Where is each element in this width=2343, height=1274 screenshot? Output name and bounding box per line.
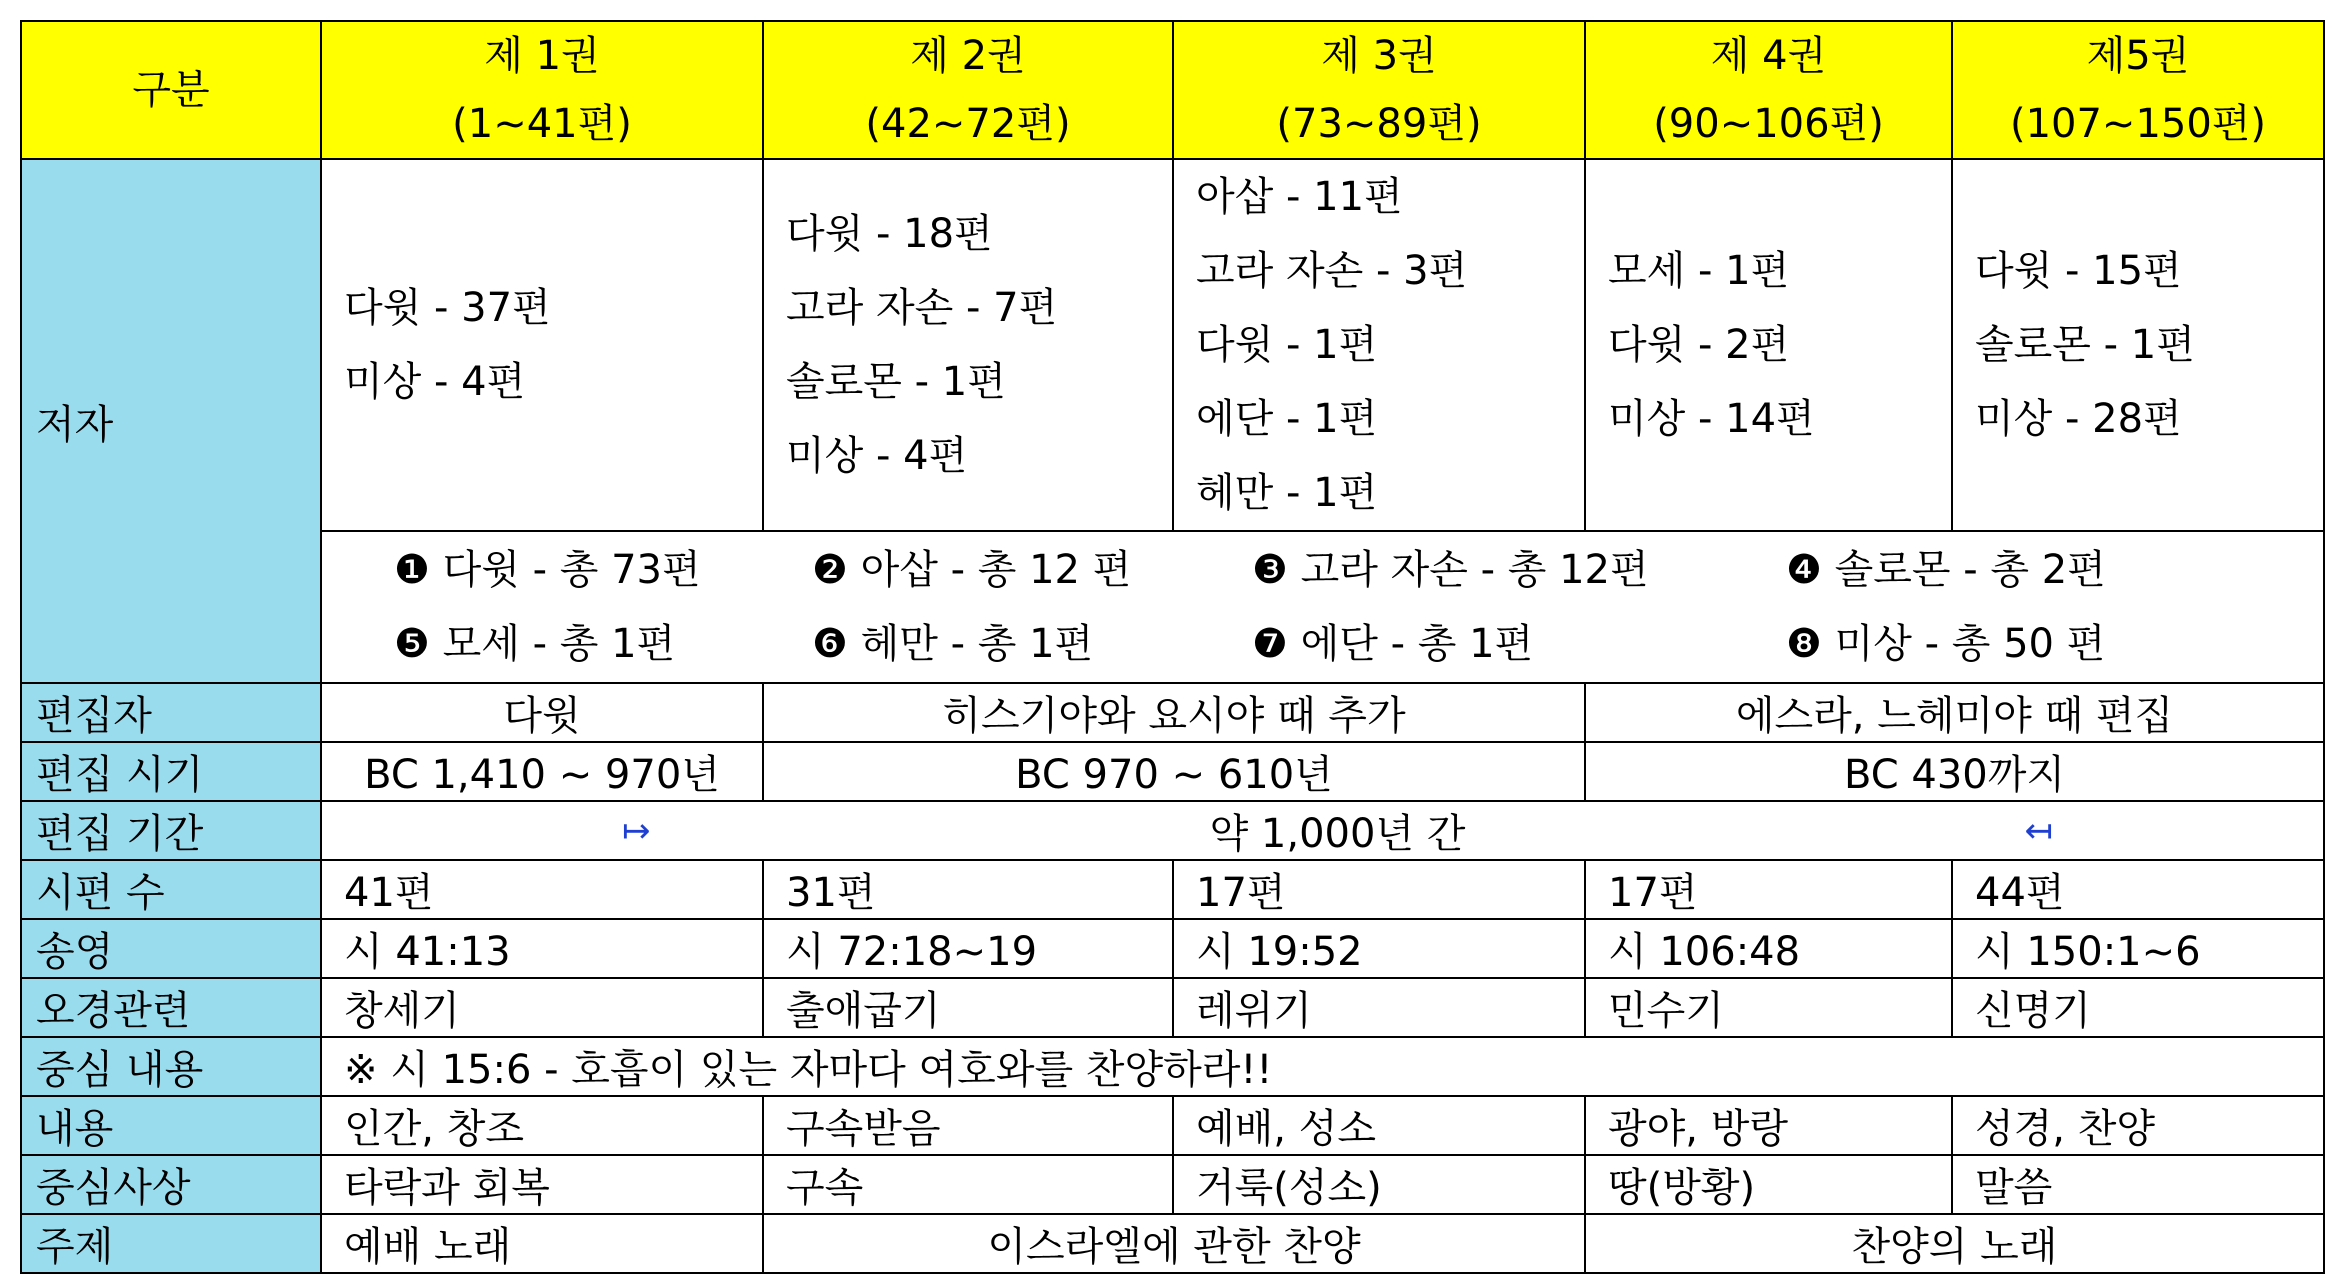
- psalm-count-row: [21, 860, 2324, 919]
- header-label: 구분: [21, 21, 321, 159]
- central-idea-book-1: 타락과 회복: [321, 1155, 763, 1214]
- book-1-header: 제 1권 (1~41편): [321, 21, 763, 159]
- author-entry: 미상 - 14편: [1608, 396, 1815, 442]
- edit-period-text: 약 1,000년 간: [1209, 811, 1466, 857]
- content-book-2: 구속받음: [763, 1096, 1173, 1155]
- edit-time-book-1: BC 1,410 ~ 970년: [321, 742, 763, 801]
- content-book-1: 인간, 창조: [321, 1096, 763, 1155]
- psalm-count-book-5: 44편: [1952, 860, 2324, 919]
- central-idea-label: 중심사상: [21, 1155, 321, 1214]
- authors-row: [21, 159, 2324, 531]
- central-idea-book-4: 땅(방황): [1585, 1155, 1952, 1214]
- theme-label: 주제: [21, 1214, 321, 1273]
- book-5-authors: [1952, 159, 2324, 531]
- editor-book-1: 다윗: [321, 683, 763, 742]
- content-book-4: 광야, 방랑: [1585, 1096, 1952, 1155]
- edit-time-row: [21, 742, 2324, 801]
- author-totals: [321, 531, 2324, 683]
- total-heman: ❻ 헤만 - 총 1편: [812, 621, 1094, 667]
- authors-label: 저자: [21, 159, 321, 683]
- psalm-count-book-1: 41편: [321, 860, 763, 919]
- author-entry: 다윗 - 18편: [786, 211, 993, 257]
- editor-books-4-5: 에스라, 느헤미야 때 편집: [1585, 683, 2324, 742]
- content-row: [21, 1096, 2324, 1155]
- author-totals-row: [21, 531, 2324, 683]
- edit-time-label: 편집 시기: [21, 742, 321, 801]
- edit-period-label: 편집 기간: [21, 801, 321, 860]
- author-entry: 고라 자손 - 3편: [1196, 248, 1468, 294]
- content-label: 내용: [21, 1096, 321, 1155]
- total-moses: ❺ 모세 - 총 1편: [394, 621, 676, 667]
- total-solomon: ❹ 솔로몬 - 총 2편: [1786, 547, 2106, 593]
- book-3-header: 제 3권 (73~89편): [1173, 21, 1585, 159]
- psalm-count-book-4: 17편: [1585, 860, 1952, 919]
- doxology-book-5: 시 150:1~6: [1952, 919, 2324, 978]
- theme-book-1: 예배 노래: [321, 1214, 763, 1273]
- author-entry: 고라 자손 - 7편: [786, 285, 1058, 331]
- arrow-right-icon: ↦: [622, 810, 651, 851]
- editor-label: 편집자: [21, 683, 321, 742]
- author-entry: 다윗 - 1편: [1196, 322, 1378, 368]
- edit-time-books-2-3: BC 970 ~ 610년: [763, 742, 1585, 801]
- psalm-count-book-2: 31편: [763, 860, 1173, 919]
- theme-books-4-5: 찬양의 노래: [1585, 1214, 2324, 1273]
- author-entry: 헤만 - 1편: [1196, 470, 1378, 516]
- total-ethan: ❼ 에단 - 총 1편: [1252, 621, 1534, 667]
- total-david: ❶ 다윗 - 총 73편: [394, 547, 701, 593]
- doxology-book-2: 시 72:18~19: [763, 919, 1173, 978]
- author-entry: 솔로몬 - 1편: [786, 359, 1006, 405]
- edit-period-value: [321, 801, 2324, 860]
- book-1-authors: [321, 159, 763, 531]
- pentateuch-book-2: 출애굽기: [763, 978, 1173, 1037]
- author-entry: 솔로몬 - 1편: [1975, 322, 2195, 368]
- central-idea-book-3: 거룩(성소): [1173, 1155, 1585, 1214]
- author-entry: 모세 - 1편: [1608, 248, 1790, 294]
- book-5-header: 제5권 (107~150편): [1952, 21, 2324, 159]
- editor-row: [21, 683, 2324, 742]
- pentateuch-book-5: 신명기: [1952, 978, 2324, 1037]
- pentateuch-book-1: 창세기: [321, 978, 763, 1037]
- psalms-overview-table: [20, 20, 2325, 1274]
- book-2-header: 제 2권 (42~72편): [763, 21, 1173, 159]
- content-book-5: 성경, 찬양: [1952, 1096, 2324, 1155]
- psalm-count-book-3: 17편: [1173, 860, 1585, 919]
- central-idea-row: [21, 1155, 2324, 1214]
- edit-time-books-4-5: BC 430까지: [1585, 742, 2324, 801]
- total-korah: ❸ 고라 자손 - 총 12편: [1252, 547, 1649, 593]
- doxology-book-4: 시 106:48: [1585, 919, 1952, 978]
- central-content-label: 중심 내용: [21, 1037, 321, 1096]
- theme-books-2-3: 이스라엘에 관한 찬양: [763, 1214, 1585, 1273]
- central-idea-book-2: 구속: [763, 1155, 1173, 1214]
- central-content-row: [21, 1037, 2324, 1096]
- pentateuch-row: [21, 978, 2324, 1037]
- author-entry: 미상 - 28편: [1975, 396, 2182, 442]
- total-asaph: ❷ 아삽 - 총 12 편: [812, 547, 1132, 593]
- book-3-authors: [1173, 159, 1585, 531]
- arrow-left-icon: ↤: [2024, 810, 2053, 851]
- doxology-label: 송영: [21, 919, 321, 978]
- total-unknown: ❽ 미상 - 총 50 편: [1786, 621, 2106, 667]
- edit-period-row: [21, 801, 2324, 860]
- psalm-count-label: 시편 수: [21, 860, 321, 919]
- doxology-row: [21, 919, 2324, 978]
- content-book-3: 예배, 성소: [1173, 1096, 1585, 1155]
- editor-books-2-3: 히스기야와 요시야 때 추가: [763, 683, 1585, 742]
- doxology-book-3: 시 19:52: [1173, 919, 1585, 978]
- theme-row: [21, 1214, 2324, 1273]
- book-4-authors: [1585, 159, 1952, 531]
- author-entry: 다윗 - 2편: [1608, 322, 1790, 368]
- central-content-value: ※ 시 15:6 - 호흡이 있는 자마다 여호와를 찬양하라!!: [321, 1037, 2324, 1096]
- header-row: [21, 21, 2324, 159]
- book-2-authors: [763, 159, 1173, 531]
- author-entry: 다윗 - 15편: [1975, 248, 2182, 294]
- author-entry: 아삽 - 11편: [1196, 174, 1403, 220]
- author-entry: 미상 - 4편: [344, 359, 526, 405]
- pentateuch-label: 오경관련: [21, 978, 321, 1037]
- pentateuch-book-3: 레위기: [1173, 978, 1585, 1037]
- author-entry: 에단 - 1편: [1196, 396, 1378, 442]
- book-4-header: 제 4권 (90~106편): [1585, 21, 1952, 159]
- author-entry: 미상 - 4편: [786, 433, 968, 479]
- central-idea-book-5: 말씀: [1952, 1155, 2324, 1214]
- pentateuch-book-4: 민수기: [1585, 978, 1952, 1037]
- author-entry: 다윗 - 37편: [344, 285, 551, 331]
- doxology-book-1: 시 41:13: [321, 919, 763, 978]
